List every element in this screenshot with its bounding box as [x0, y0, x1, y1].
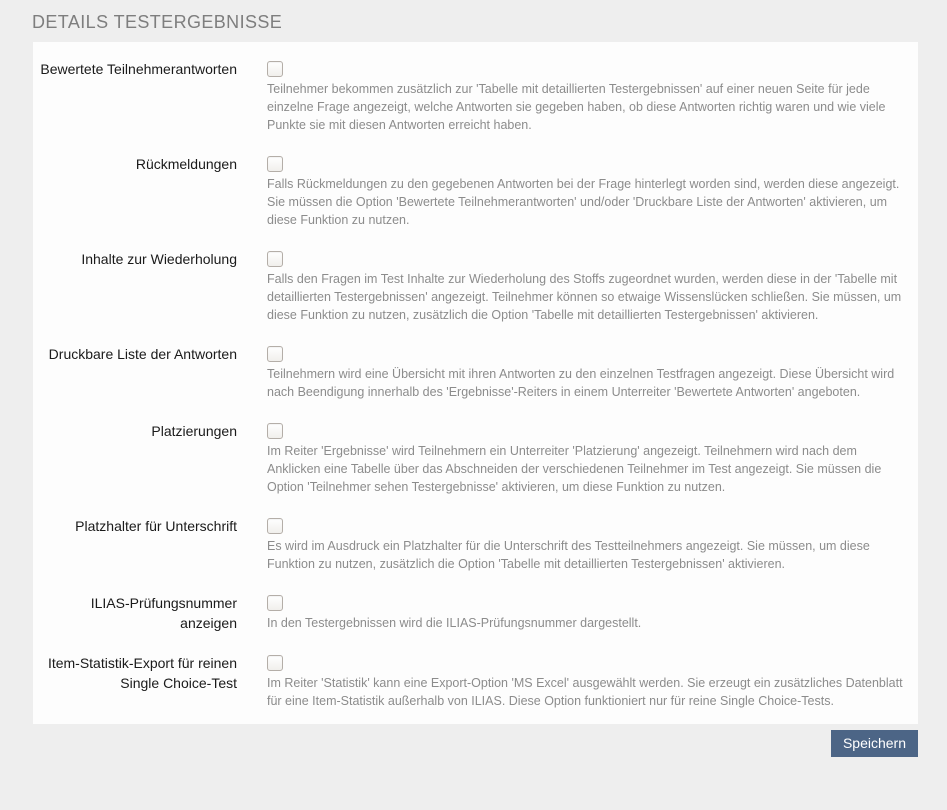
- field-label: Bewertete Teilnehmerantworten: [40, 61, 237, 77]
- field-control: [267, 249, 918, 324]
- field-description: Falls Rückmeldungen zu den gegebenen Antworten bei der Frage hinterlegt worden sind, werden diese angezeigt. Sie müssen die Option 'Bewertete Teilnehmerantworten' und/oder 'Druckbare Liste der Antworten' aktivieren, um diese Funktion zu nutzen.: [267, 177, 900, 227]
- form-row: [33, 421, 918, 496]
- field-control: [267, 421, 918, 496]
- checkbox[interactable]: [267, 156, 283, 172]
- form-row: [33, 59, 918, 134]
- form-row: [33, 653, 918, 710]
- field-label: Druckbare Liste der Antworten: [48, 346, 237, 362]
- form-row: [33, 516, 918, 573]
- field-description: Teilnehmer bekommen zusätzlich zur 'Tabelle mit detaillierten Testergebnissen' auf einer neuen Seite für jede einzelne Frage angezeigt, welche Antworten sie gegeben haben, ob diese Antworten richtig waren und wie viele Punkte sie mit diesen Antworten erreicht haben.: [267, 82, 886, 132]
- form-row: [33, 249, 918, 324]
- checkbox[interactable]: [267, 423, 283, 439]
- checkbox[interactable]: [267, 251, 283, 267]
- checkbox[interactable]: [267, 518, 283, 534]
- checkbox[interactable]: [267, 61, 283, 77]
- field-label: Inhalte zur Wiederholung: [81, 251, 237, 267]
- checkbox[interactable]: [267, 346, 283, 362]
- field-label: Rückmeldungen: [135, 156, 237, 172]
- field-control: [267, 344, 918, 401]
- field-label: Item-Statistik-Export für reinen Single Choice-Test: [47, 655, 237, 691]
- settings-panel: [33, 42, 918, 724]
- field-label: ILIAS-Prüfungsnummer anzeigen: [90, 595, 237, 631]
- field-control: [267, 593, 918, 633]
- field-description: Im Reiter 'Ergebnisse' wird Teilnehmern ein Unterreiter 'Platzierung' angezeigt. Teilnehmern wird nach dem Anklicken eine Tabelle über das Abschneiden der verschiedenen Teilnehmer im Test angezeigt. Sie müssen die Option 'Teilnehmer sehen Testergebnisse' aktivieren, um diese Funktion zu nutzen.: [267, 444, 882, 494]
- field-label: Platzierungen: [151, 423, 237, 439]
- page-title: DETAILS TESTERGEBNISSE: [32, 12, 283, 32]
- field-description: Im Reiter 'Statistik' kann eine Export-Option 'MS Excel' ausgewählt werden. Sie erzeugt ein zusätzliches Datenblatt für eine Item-Statistik außerhalb von ILIAS. Diese Option funktioniert nur für reine Single Choice-Tests.: [267, 676, 903, 708]
- save-button[interactable]: Speichern: [831, 730, 918, 757]
- checkbox[interactable]: [267, 595, 283, 611]
- form-row: [33, 593, 918, 633]
- form-rows: [33, 59, 918, 710]
- form-row: [33, 344, 918, 401]
- field-description: In den Testergebnissen wird die ILIAS-Prüfungsnummer dargestellt.: [267, 616, 642, 630]
- checkbox[interactable]: [267, 655, 283, 671]
- form-row: [33, 154, 918, 229]
- button-bar: [30, 730, 918, 757]
- field-control: [267, 516, 918, 573]
- field-description: Es wird im Ausdruck ein Platzhalter für die Unterschrift des Testteilnehmers angezeigt. Sie müssen, um diese Funktion zu nutzen, zusätzlich die Option 'Tabelle mit detaillierten Testergebnissen' aktivieren.: [267, 539, 870, 571]
- field-description: Teilnehmern wird eine Übersicht mit ihren Antworten zu den einzelnen Testfragen angezeigt. Diese Übersicht wird nach Beendigung innerhalb des 'Ergebnisse'-Reiters in einem Unterreiter 'Bewertete Antworten' angeboten.: [267, 367, 895, 399]
- field-label: Platzhalter für Unterschrift: [75, 518, 237, 534]
- field-control: [267, 154, 918, 229]
- field-control: [267, 653, 918, 710]
- field-description: Falls den Fragen im Test Inhalte zur Wiederholung des Stoffs zugeordnet wurden, werden diese in der 'Tabelle mit detaillierten Testergebnissen' angezeigt. Teilnehmer können so etwaige Wissenslücken schließen. Sie müssen, um diese Funktion zu nutzen, zusätzlich die Option 'Tabelle mit detaillierten Testergebnissen' aktivieren.: [267, 272, 902, 322]
- field-control: [267, 59, 918, 134]
